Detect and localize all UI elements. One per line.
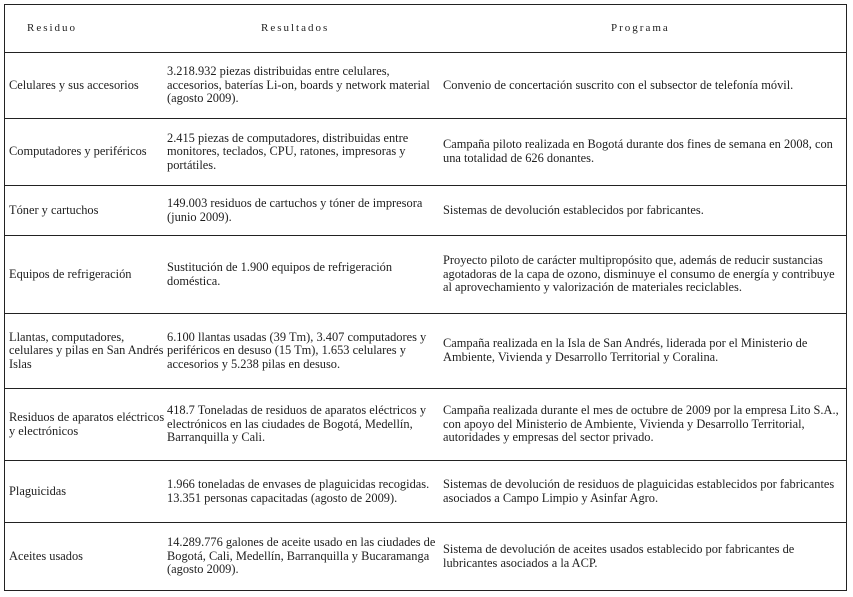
table-row xyxy=(5,53,847,119)
cell-programa: Campaña realizada en la Isla de San Andrés, liderada por el Ministerio de Ambiente, Vivienda y Desarrollo Territorial y Coralina. xyxy=(441,314,847,389)
table-row xyxy=(5,236,847,314)
table-row xyxy=(5,186,847,236)
cell-resultados: 149.003 residuos de cartuchos y tóner de impresora (junio 2009). xyxy=(165,186,441,236)
cell-resultados: Sustitución de 1.900 equipos de refrigeración doméstica. xyxy=(165,236,441,314)
header-resultados: Resultados xyxy=(165,5,441,53)
table-row xyxy=(5,119,847,186)
table-row xyxy=(5,523,847,591)
cell-residuo: Celulares y sus accesorios xyxy=(5,53,166,119)
header-residuo: Residuo xyxy=(5,5,166,53)
cell-programa: Convenio de concertación suscrito con el subsector de telefonía móvil. xyxy=(441,53,847,119)
cell-residuo: Equipos de refrigeración xyxy=(5,236,166,314)
cell-programa: Sistema de devolución de aceites usados establecido por fabricantes de lubricantes asociados a la ACP. xyxy=(441,523,847,591)
header-programa: Programa xyxy=(441,5,847,53)
cell-residuo: Computadores y periféricos xyxy=(5,119,166,186)
cell-programa: Sistemas de devolución establecidos por fabricantes. xyxy=(441,186,847,236)
cell-residuo: Tóner y cartuchos xyxy=(5,186,166,236)
cell-resultados: 2.415 piezas de computadores, distribuidas entre monitores, teclados, CPU, ratones, impresoras y portátiles. xyxy=(165,119,441,186)
table-row xyxy=(5,314,847,389)
cell-residuo: Residuos de aparatos eléctricos y electrónicos xyxy=(5,389,166,461)
cell-resultados: 6.100 llantas usadas (39 Tm), 3.407 computadores y periféricos en desuso (15 Tm), 1.653 celulares y accesorios y 5.238 pilas en desuso. xyxy=(165,314,441,389)
cell-residuo: Aceites usados xyxy=(5,523,166,591)
cell-resultados: 1.966 toneladas de envases de plaguicidas recogidas. 13.351 personas capacitadas (agosto de 2009). xyxy=(165,461,441,523)
header-row xyxy=(5,5,847,53)
cell-programa: Proyecto piloto de carácter multipropósito que, además de reducir sustancias agotadoras de la capa de ozono, disminuye el consumo de energía y contribuye al aprovechamiento y valorización de materiales reciclables. xyxy=(441,236,847,314)
table-row xyxy=(5,461,847,523)
cell-residuo: Llantas, computadores, celulares y pilas en San Andrés Islas xyxy=(5,314,166,389)
residuos-table xyxy=(4,4,847,591)
cell-resultados: 3.218.932 piezas distribuidas entre celulares, accesorios, baterías Li-on, boards y network material (agosto 2009). xyxy=(165,53,441,119)
cell-resultados: 418.7 Toneladas de residuos de aparatos eléctricos y electrónicos en las ciudades de Bogotá, Medellín, Barranquilla y Cali. xyxy=(165,389,441,461)
cell-programa: Campaña realizada durante el mes de octubre de 2009 por la empresa Lito S.A., con apoyo del Ministerio de Ambiente, Vivienda y Desarrollo Territorial, autoridades y empresas del sector privado. xyxy=(441,389,847,461)
cell-resultados: 14.289.776 galones de aceite usado en las ciudades de Bogotá, Cali, Medellín, Barranquilla y Bucaramanga (agosto 2009). xyxy=(165,523,441,591)
table-row xyxy=(5,389,847,461)
cell-programa: Campaña piloto realizada en Bogotá durante dos fines de semana en 2008, con una totalidad de 626 donantes. xyxy=(441,119,847,186)
cell-programa: Sistemas de devolución de residuos de plaguicidas establecidos por fabricantes asociados a Campo Limpio y Asinfar Agro. xyxy=(441,461,847,523)
cell-residuo: Plaguicidas xyxy=(5,461,166,523)
